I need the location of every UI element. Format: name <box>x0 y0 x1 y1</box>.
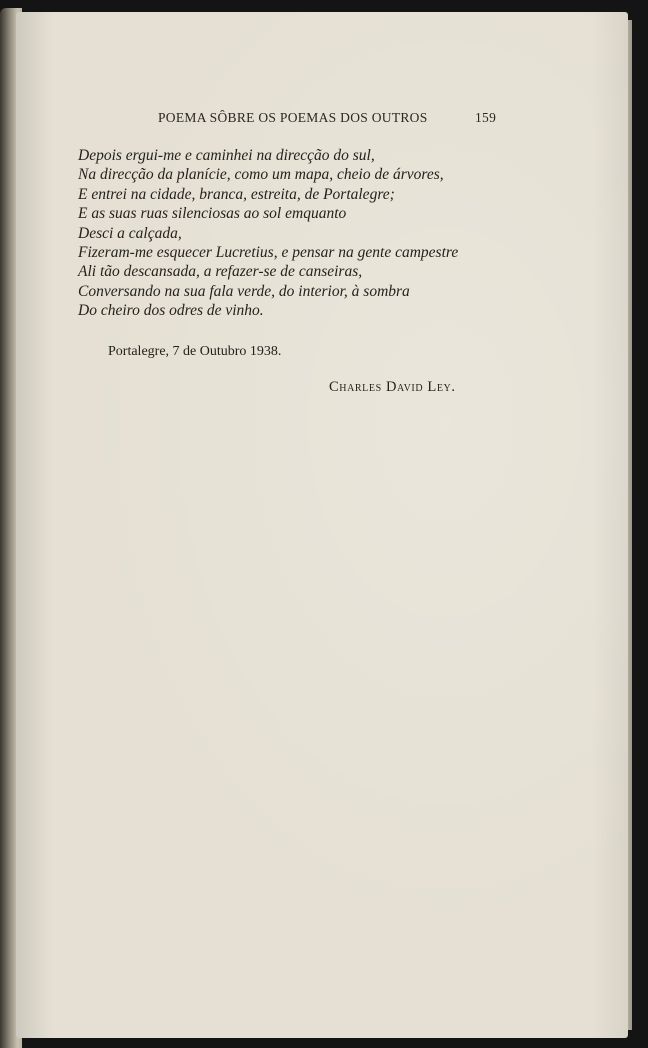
poem-line: Do cheiro dos odres de vinho. <box>78 302 264 320</box>
poem-line: Depois ergui-me e caminhei na direcção do sul, <box>78 147 375 164</box>
running-title: POEMA SÔBRE OS POEMAS DOS OUTROS <box>158 110 428 125</box>
poem-line: Conversando na sua fala verde, do interior, à sombra <box>78 282 410 300</box>
poem-stanza <box>78 146 508 321</box>
poem-line: E as suas ruas silenciosas ao sol emquanto <box>78 205 347 223</box>
dateline: Portalegre, 7 de Outubro 1938. <box>108 344 282 359</box>
poem-line: E entrei na cidade, branca, estreita, de Portalegre; <box>78 185 395 203</box>
poem-line: Ali tão descansada, a refazer-se de canseiras, <box>78 263 363 281</box>
poem-line: Fizeram-me esquecer Lucretius, e pensar na gente campestre <box>78 244 459 262</box>
page-number: 159 <box>475 110 497 125</box>
poem-line: Na direcção da planície, como um mapa, cheio de árvores, <box>78 166 444 184</box>
poem-line: Desci a calçada, <box>78 224 182 242</box>
author-signature: Charles David Ley. <box>329 379 456 395</box>
